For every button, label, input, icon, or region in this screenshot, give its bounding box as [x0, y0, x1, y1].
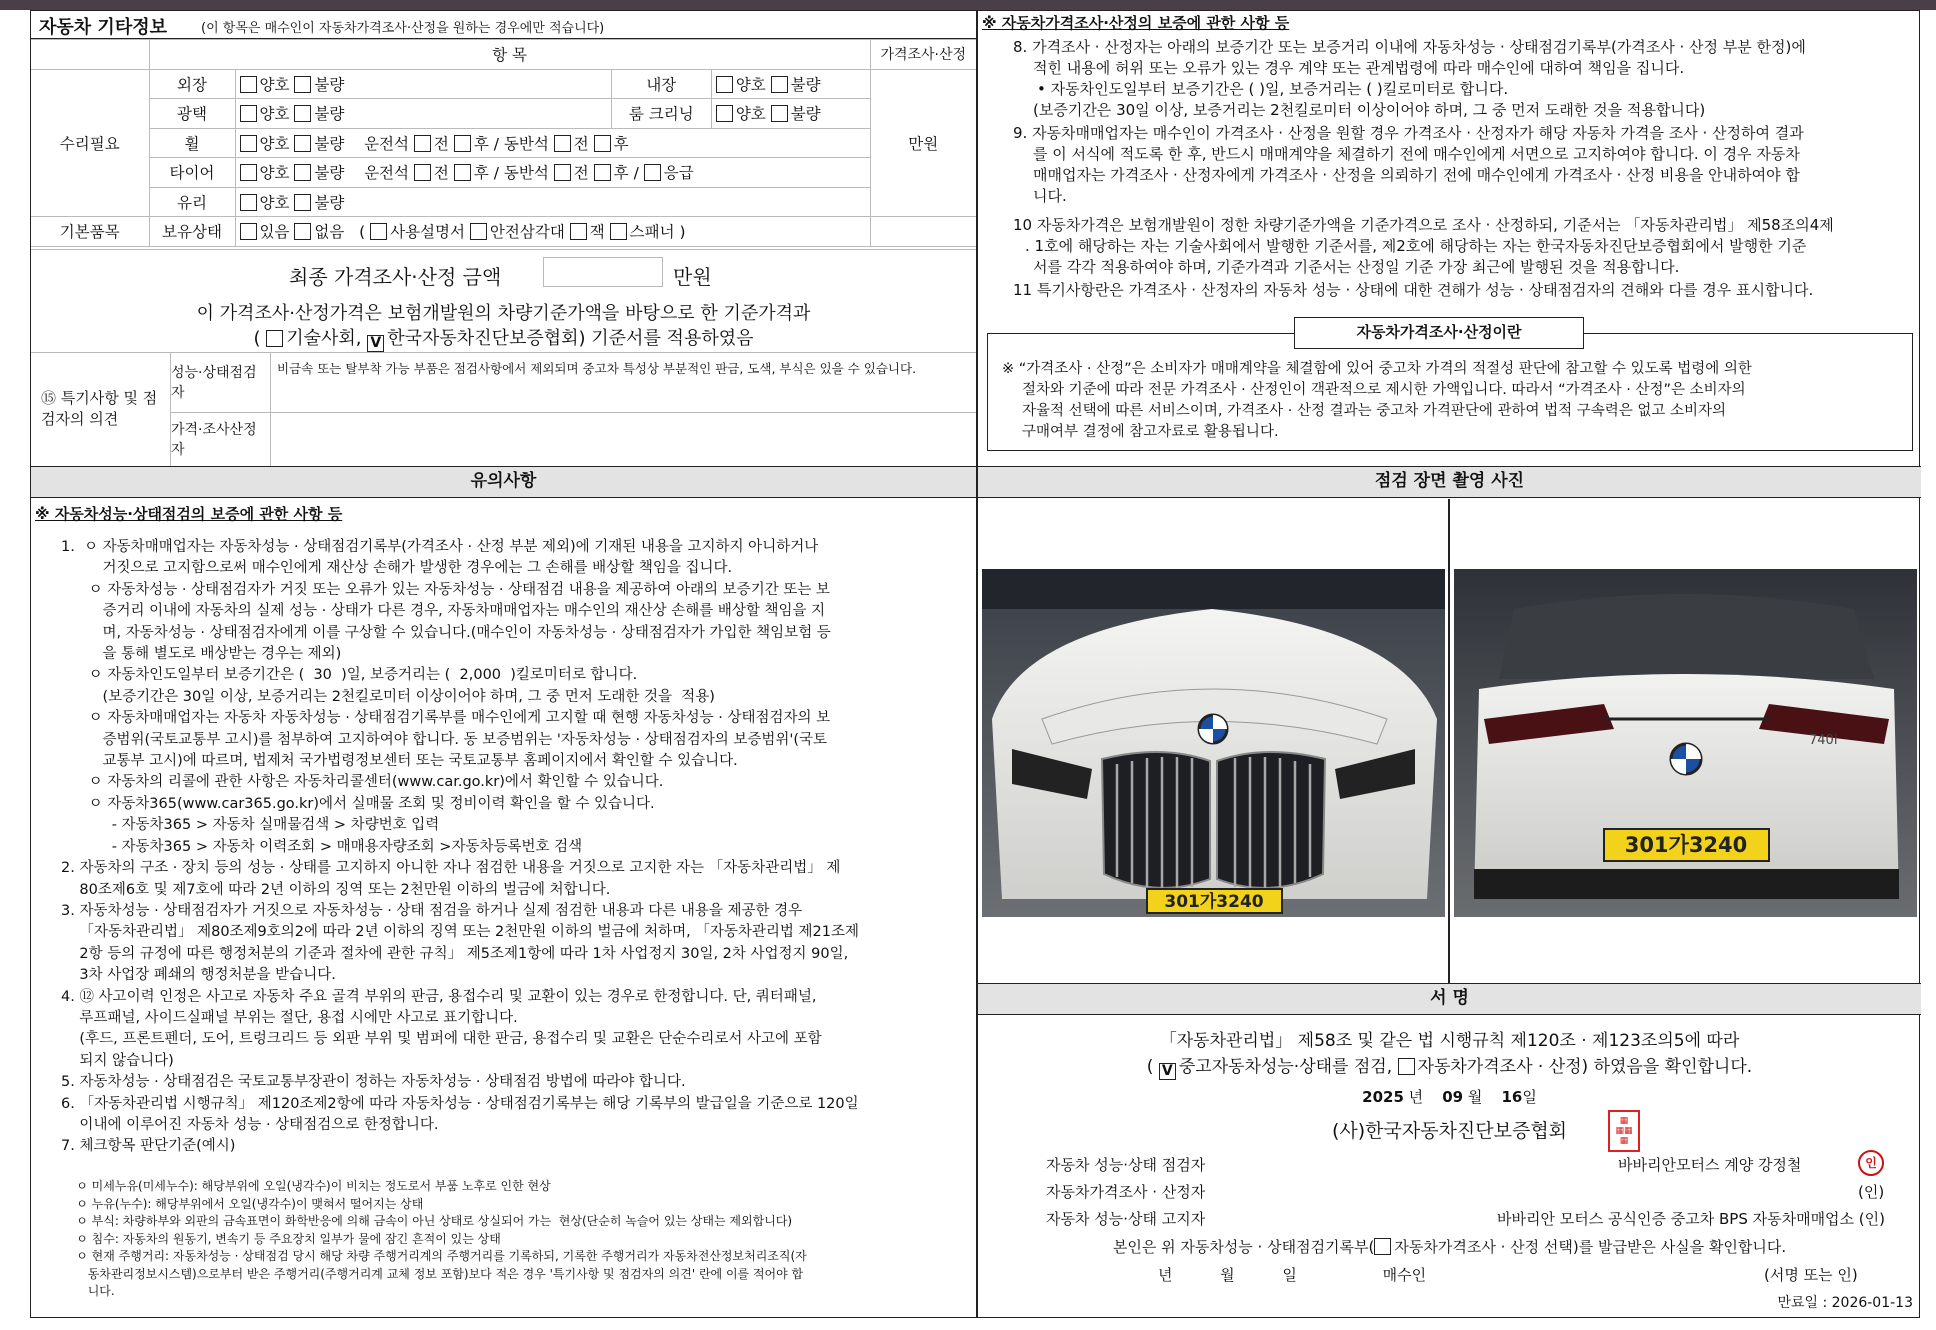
checkbox[interactable] [594, 164, 611, 181]
warranty-item-10: 10 자동차가격은 보험개발원이 정한 차량기준가액을 기준가격으로 조사 · 산정하되, 기준서는 「자동차관리법」 제58조의4제 . 1호에 해당하는 자는 기술사회에서 발행한 기준서를, 제2호에 해당하는 자는 한국자동차진단보증협회에서 발행한 기준 서를 각각 적용하여야 하며, 기준가격과 기준서는 산정일 기준 가장 최근에 발행된 것을 적용합니다. [1013, 216, 1834, 276]
notice-line: 6. 「자동차관리법 시행규칙」 제120조제2항에 따라 자동차성능 · 상태점검기록부는 해당 기록부의 발급일을 기준으로 120일 [61, 1095, 859, 1112]
checkbox[interactable] [454, 135, 471, 152]
section-title: 자동차 기타정보 [39, 17, 167, 38]
rear-car-image [1454, 569, 1917, 917]
rear-car-photo [1454, 569, 1917, 917]
row-label-glass: 유리 [149, 187, 235, 217]
buyer-date-line: 년 월 일 매수인 [1158, 1266, 1427, 1284]
inspector-row-label: 자동차 성능·상태 점검자 [1046, 1156, 1206, 1174]
notice-line: 루프패널, 사이드실패널 부위는 절단, 용접 시에만 사고로 표기합니다. [61, 1009, 518, 1026]
association-name: (사)한국자동차진단보증협회 [1331, 1120, 1568, 1142]
checkbox[interactable] [771, 76, 788, 93]
notice-line: 증범위(국토교통부 고시)를 첨부하여 고지하여야 합니다. 동 보증범위는 '자동차성능 · 상태점검자의 보증범위'(국토 [61, 731, 828, 748]
row-label-room-cleaning: 룸 크리닝 [611, 99, 711, 129]
col-header-item: 항 목 [149, 40, 870, 70]
notice-line: 되지 않습니다) [61, 1052, 174, 1069]
criteria-line: ㅇ 침수: 자동차의 원동기, 변속기 등 주요장치 일부가 물에 잠긴 흔적이 있는 상태 [61, 1231, 501, 1246]
checkbox[interactable] [294, 223, 311, 240]
sign-date: 2025 년 09 월 16일 [1362, 1088, 1537, 1106]
criteria-line: 동차관리정보시스템)으로부터 받은 주행거리(주행거리계 교체 정보 포함)보다 적은 경우 '특기사항 및 점검자의 의견' 란에 이를 적어야 합 [61, 1266, 804, 1281]
signature-bar: 서 명 [978, 983, 1921, 1015]
row-label-polish: 광택 [149, 99, 235, 129]
criteria-line: ㅇ 누유(누수): 해당부위에서 오일(냉각수)이 맺혀서 떨어지는 상태 [61, 1196, 424, 1211]
expiry-date: 만료일 : 2026-01-13 [1777, 1295, 1913, 1311]
notice-line: ㅇ 자동차인도일부터 보증기간은 ( 30 )일, 보증거리는 ( 2,000 )킬로미터로 합니다. [61, 667, 638, 684]
criteria-line: ㅇ 미세누유(미세누수): 해당부위에 오일(냉각수)이 비치는 정도로서 부품 노후로 인한 현상 [61, 1179, 551, 1193]
definition-text: ※ “가격조사 · 산정”은 소비자가 매매계약을 체결함에 있어 중고차 가격의 적절성 판단에 참고할 수 있도록 법령에 의한 절차와 기준에 따라 전문 가격조사 · 산정인이 객관적으로 제시한 가액입니다. 따라서 “가격조사 · 산정”은 소비자의 자율적 선택에 따른 서비스이며, 가격조사 · 산정 결과는 중고차 가격판단에 관하여 법적 구속력은 없고 소비자의 구매여부 결정에 참고자료로 활용됩니다. [1002, 361, 1752, 440]
warranty-item-8: 8. 가격조사 · 산정자는 아래의 보증기간 또는 보증거리 이내에 자동차성능 · 상태점검기록부(가격조사 · 산정 부분 한정)에 적힌 내용에 허위 또는 오류가 있는 경우 계약 또는 관계법령에 따라 매수인에 대하여 책임을 집니다. • 자동차인도일부터 보증기간은 ( )일, 보증거리는 ( )킬로미터로 합니다. (보증기간은 30일 이상, 보증거리는 2천킬로미터 이상이어야 하며, 그 중 먼저 도래한 것을 적용합니다) [1013, 38, 1806, 119]
checkbox[interactable] [240, 164, 257, 181]
checkbox-tech-society[interactable] [266, 330, 283, 347]
photos-bar: 점검 장면 촬영 사진 [978, 466, 1921, 498]
notice-line: 3차 사업장 폐쇄의 행정처분을 받습니다. [61, 967, 336, 984]
front-plate-text: 301가3240 [1164, 892, 1264, 912]
checkbox[interactable] [771, 105, 788, 122]
notice-line: 교통부 고시)에 따르며, 법제처 국가법령정보센터 또는 국토교통부 홈페이지에서 확인할 수 있습니다. [61, 753, 738, 770]
front-car-image [982, 569, 1445, 917]
notice-line: 3. 자동차성능 · 상태점검자가 거짓으로 자동차성능 · 상태 점검을 하거나 실제 점검한 내용과 다른 내용을 제공한 경우 [61, 902, 803, 919]
row-label-tire: 타이어 [149, 158, 235, 188]
notice-line: 증거리 이내에 자동차의 실제 성능 · 상태가 다른 경우, 자동차매매업자는 매수인의 재산상 손해를 배상할 책임을 지 [61, 603, 826, 620]
association-seal-icon: ▦ ▦▦ ▦ [1608, 1110, 1640, 1152]
checkbox-price-assessment[interactable] [1398, 1058, 1415, 1075]
notice-line: 1. ㅇ 자동차매매업자는 자동차성능 · 상태점검기록부(가격조사 · 산정 부분 제외)에 기재된 내용을 고지하지 아니하거나 [61, 539, 819, 555]
notice-line: ㅇ 자동차성능 · 상태점검자가 거짓 또는 오류가 있는 자동차성능 · 상태점검 내용을 제공하여 아래의 보증기간 또는 보 [61, 581, 830, 598]
checkbox[interactable] [610, 223, 627, 240]
final-price-unit: 만원 [673, 265, 712, 289]
row-label-wheel: 휠 [149, 128, 235, 158]
warranty-item-11: 11 특기사항란은 가격조사 · 산정자의 자동차 성능 · 상태에 대한 견해가 성능 · 상태점검자의 견해와 다를 경우 표시합니다. [1013, 281, 1814, 299]
checkbox[interactable] [414, 135, 431, 152]
inspector-opinion: 비금속 또는 탈부착 가능 부품은 점검사항에서 제외되며 중고차 특성상 부분적인 판금, 도색, 부식은 있을 수 있습니다. [277, 361, 917, 376]
notice-text [61, 537, 971, 1158]
price-assessor-label: 가격·조사산정자 [171, 412, 271, 466]
checkbox[interactable] [716, 105, 733, 122]
checkbox[interactable] [294, 76, 311, 93]
inspector-label: 성능·상태점검자 [171, 352, 271, 412]
row-label-exterior: 외장 [149, 69, 235, 99]
checkbox[interactable] [414, 164, 431, 181]
confirm-line-2: ( V 중고자동차성능·상태를 점검, 자동차가격조사 · 산정) 하였음을 확인합니다. [1146, 1057, 1753, 1079]
criteria-line: ㅇ 부식: 차량하부와 외판의 금속표면이 화학반응에 의해 금속이 아닌 상태로 상실되어 가는 현상(단순히 녹슬어 있는 상태는 제외합니다) [61, 1214, 793, 1228]
notice-line: - 자동차365 > 자동차 이력조회 > 매매용자량조회 >자동차등록번호 검색 [61, 838, 583, 855]
final-price-label: 최종 가격조사·산정 금액 [289, 265, 502, 289]
notice-line: ㅇ 자동차의 리콜에 관한 사항은 자동차리콜센터(www.car.go.kr)에서 확인할 수 있습니다. [61, 774, 664, 791]
section-note: (이 항목은 매수인이 자동차가격조사·산정을 원하는 경우에만 적습니다) [201, 21, 605, 36]
notice-line: 며, 자동차성능 · 상태점검자에게 이를 구상할 수 있습니다.(매수인이 자동차성능 · 상태점검자가 가입한 책임보험 등 [61, 624, 831, 641]
confirm-line-1: 「자동차관리법」 제58조 및 같은 법 시행규칙 제120조 · 제123조의5에 따라 [1159, 1031, 1740, 1051]
notice-line: (보증기간은 30일 이상, 보증거리는 2천킬로미터 이상이어야 하며, 그 중 먼저 도래한 것을 적용) [61, 688, 715, 705]
window-top-bar [0, 0, 1936, 10]
photos-section [978, 499, 1921, 983]
final-price-note: 이 가격조사·산정가격은 보험개발원의 차량기준가액을 바탕으로 한 기준가격과 [196, 303, 811, 324]
checkbox[interactable] [240, 194, 257, 211]
notice-line: 80조제6호 및 제7호에 따라 2년 이하의 징역 또는 2천만원 이하의 벌금에 처합니다. [61, 881, 611, 898]
checkbox-buyer-price[interactable] [1374, 1238, 1391, 1255]
rear-plate-text: 301가3240 [1624, 833, 1748, 857]
checkbox[interactable] [370, 223, 387, 240]
notice-bar: 유의사항 [31, 466, 976, 498]
right-section-title: ※ 자동차가격조사·산정의 보증에 관한 사항 등 [982, 14, 1290, 32]
checkbox[interactable] [294, 105, 311, 122]
warranty-item-9: 9. 자동차매매업자는 매수인이 가격조사 · 산정을 원할 경우 가격조사 · 산정자가 해당 자동차 가격을 조사 · 산정하여 결과 를 이 서식에 적도록 한 후, 반드시 매매계약을 체결하기 전에 매수인에게 서면으로 고지하여야 합니다. 이 경우 자동차 매매업자는 가격조사 · 산정자에게 가격조사 · 산정을 의뢰하기 전에 매수인에게 가격조사 · 산정 비용을 안내하여야 합 니다. [1013, 124, 1804, 205]
notice-line: 을 통해 별도로 배상받는 경우는 제외) [61, 646, 342, 663]
notice-line: 2항 등의 규정에 따른 행정처분의 기준과 절차에 관한 규칙」 제5조제1항에 따라 1차 사업정지 30일, 2차 사업정지 90일, [61, 945, 849, 962]
checkbox-kadia[interactable]: V [367, 335, 384, 352]
notice-line: (후드, 프론트펜더, 도어, 트렁크리드 등 외판 부위 및 범퍼에 대한 판금, 용접수리 및 교환은 단순수리로서 사고에 포함 [61, 1031, 822, 1048]
checkbox[interactable] [240, 76, 257, 93]
inspection-document-page [30, 10, 1920, 1318]
checkbox[interactable] [470, 223, 487, 240]
checkbox-performance-check[interactable]: V [1159, 1063, 1176, 1080]
standard-book-note: ( 기술사회, V 한국자동차진단보증협회) 기준서를 적용하였음 [253, 328, 754, 351]
notice-line: 거짓으로 고지함으로써 매수인에게 재산상 손해가 발생한 경우에는 그 손해를 배상할 책임을 집니다. [61, 560, 733, 577]
notice-line: 4. ⑫ 사고이력 인정은 사고로 자동차 주요 골격 부위의 판금, 용접수리 및 교환이 있는 경우로 한정합니다. 단, 쿼터패널, [61, 988, 817, 1005]
repair-needed-label: 수리필요 [31, 69, 149, 217]
assessor-row-seal: (인) [1858, 1183, 1885, 1201]
checkbox[interactable] [454, 164, 471, 181]
notice-line: ㅇ 자동차365(www.car365.go.kr)에서 실매물 조회 및 정비이력 확인을 할 수 있습니다. [61, 795, 655, 812]
checkbox[interactable] [294, 164, 311, 181]
basic-items-label: 기본품목 [31, 217, 149, 247]
notice-line: 2. 자동차의 구조 · 장치 등의 성능 · 상태를 고지하지 아니한 자나 점검한 내용을 거짓으로 고지한 자는 「자동차관리법」 제 [61, 860, 841, 877]
notifier-row-label: 자동차 성능·상태 고지자 [1046, 1210, 1206, 1228]
notice-line: - 자동차365 > 자동차 실매물검색 > 차량번호 입력 [61, 817, 440, 834]
definition-box-title: 자동차가격조사·산정이란 [1294, 317, 1584, 349]
row-label-possession: 보유상태 [149, 217, 235, 247]
inspector-seal-icon: 인 [1858, 1150, 1884, 1176]
notice-line: 5. 자동차성능 · 상태점검은 국토교통부장관이 정하는 자동차성능 · 상태점검 방법에 따라야 합니다. [61, 1074, 686, 1091]
checkbox[interactable] [594, 135, 611, 152]
row-label-interior: 내장 [611, 69, 711, 99]
checkbox[interactable] [554, 135, 571, 152]
final-price-input[interactable] [543, 257, 663, 287]
special-notes-label: ⑮ 특기사항 및 점검자의 의견 [31, 352, 171, 466]
notice-line: 「자동차관리법」 제80조제9호의2에 따라 2년 이하의 징역 또는 2천만원 이하의 벌금에 처하며, 「자동차관리법 제21조제 [61, 924, 859, 941]
buyer-signature-field[interactable]: (서명 또는 인) [1764, 1266, 1858, 1284]
vehicle-other-info-section [31, 11, 976, 466]
buyer-confirm-line: 본인은 위 자동차성능 · 상태점검기록부( 자동차가격조사 · 산정 선택)를 발급받은 사실을 확인합니다. [1112, 1238, 1787, 1256]
checkbox[interactable] [240, 105, 257, 122]
checkbox[interactable] [716, 76, 733, 93]
checkbox[interactable] [294, 135, 311, 152]
notice-line: ㅇ 자동차매매업자는 자동차 자동차성능 · 상태점검기록부를 매수인에게 고지할 때 현행 자동차성능 · 상태점검자의 보 [61, 710, 831, 727]
checkbox[interactable] [570, 223, 587, 240]
repair-items-table: 항 목 가격조사·산정 수리필요 외장 양호 불량 내장 양호 불량 만원 광택 양호 불량 룸 크리닝 양호 불량 휠 양호 불량 운전석 전 후 / 동반석 전 후 타이어 양호 불량 운전석 전 후 / 동반석 전 후 / 응급 유리 양호 불량 기본품목 보유상태 있음 없음 ( 사용설명서 안전삼각대 잭 스패너 ) [31, 39, 976, 247]
check-criteria-text [61, 1178, 971, 1301]
assessor-row-label: 자동차가격조사 · 산정자 [1046, 1183, 1206, 1201]
criteria-line: ㅇ 현재 주행거리: 자동차성능 · 상태점검 당시 해당 차량 주행거리계의 주행거리를 기록하되, 기록한 주행거리가 자동차전산정보처리조직(자 [61, 1249, 807, 1263]
col-header-price: 가격조사·산정 [870, 40, 976, 70]
model-badge: 740i [1809, 733, 1838, 748]
notice-section [31, 499, 976, 1319]
price-warranty-section [978, 11, 1921, 466]
checkbox[interactable] [240, 223, 257, 240]
checkbox[interactable] [644, 164, 661, 181]
criteria-line: 니다. [61, 1284, 115, 1298]
notice-title: ※ 자동차성능·상태점검의 보증에 관한 사항 등 [35, 505, 343, 523]
signature-section [978, 1016, 1921, 1319]
checkbox[interactable] [294, 194, 311, 211]
price-unit: 만원 [870, 69, 976, 217]
front-car-photo [982, 569, 1445, 917]
notice-line: 7. 체크항목 판단기준(예시) [61, 1138, 236, 1155]
checkbox[interactable] [554, 164, 571, 181]
notifier-row-value: 바바리안 모터스 공식인증 중고차 BPS 자동차매매업소 (인) [1497, 1210, 1885, 1228]
inspector-row-value: 바바리안모터스 계양 강정철 [1618, 1156, 1802, 1174]
notice-line: 이내에 이루어진 자동차 성능 · 상태점검으로 한정합니다. [61, 1116, 439, 1133]
checkbox[interactable] [240, 135, 257, 152]
